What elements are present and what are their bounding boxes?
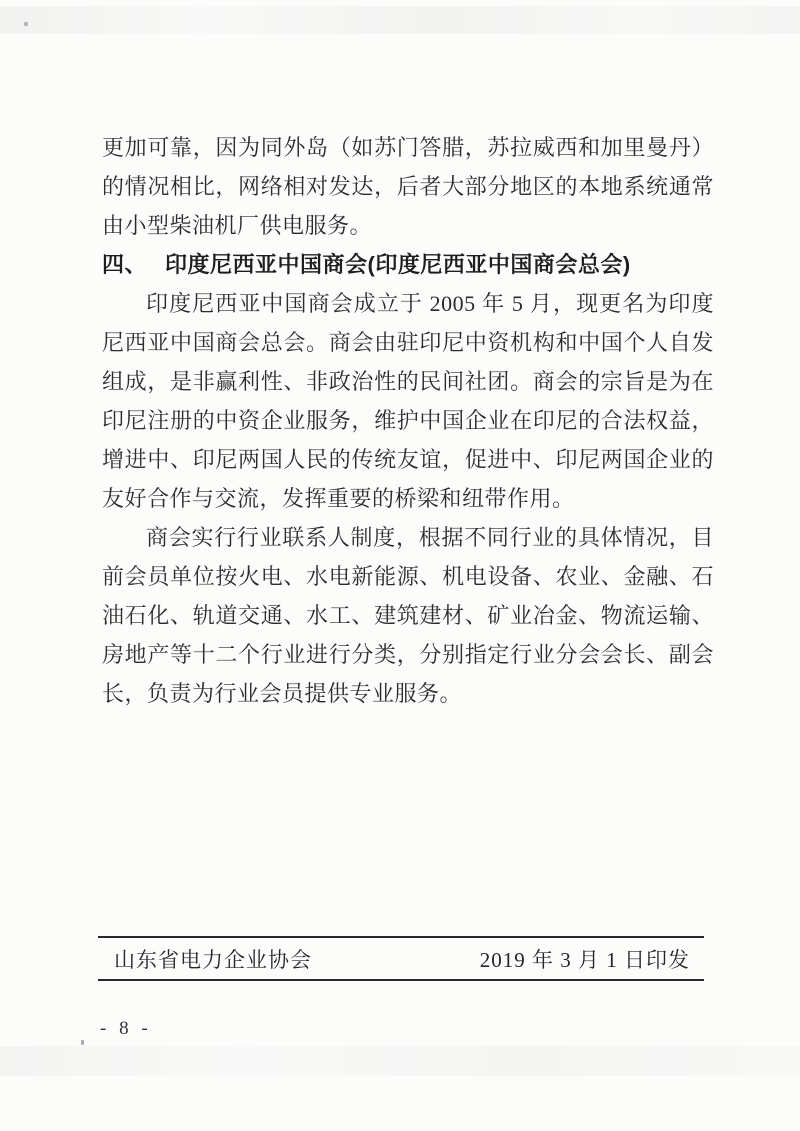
section-number: 四、: [102, 252, 148, 277]
scan-speck: [81, 1040, 84, 1045]
page-number: - 8 -: [100, 1018, 152, 1039]
scan-artifact-bottom: [0, 1046, 800, 1076]
colophon: [98, 936, 704, 981]
paragraph-continued: 更加可靠，因为同外岛（如苏门答腊，苏拉威西和加里曼丹）的情况相比，网络相对发达，后者大部分地区的本地系统通常由小型柴油机厂供电服务。: [102, 135, 714, 238]
issue-date: 2019 年 3 月 1 日印发: [479, 948, 690, 972]
paragraph: 商会实行行业联系人制度，根据不同行业的具体情况，目前会员单位按火电、水电新能源、机电设备、农业、金融、石油石化、轨道交通、水工、建筑建材、矿业冶金、物流运输、房地产等十二个行业进行分类，分别指定行业分会会长、副会长，负责为行业会员提供专业服务。: [102, 525, 714, 706]
scan-artifact-top: [0, 6, 800, 34]
scan-speck: [24, 22, 28, 26]
section-heading: [102, 245, 714, 284]
issuing-organization: 山东省电力企业协会: [114, 948, 312, 972]
paragraph: 印度尼西亚中国商会成立于 2005 年 5 月，现更名为印度尼西亚中国商会总会。商会由驻印尼中资机构和中国个人自发组成，是非赢利性、非政治性的民间社团。商会的宗旨是为在印尼注册的中资企业服务，维护中国企业在印尼的合法权益，增进中、印尼两国人民的传统友谊，促进中、印尼两国企业的友好合作与交流，发挥重要的桥梁和纽带作用。: [102, 291, 714, 511]
section-title: 印度尼西亚中国商会(印度尼西亚中国商会总会): [165, 252, 631, 277]
document-content: [102, 128, 714, 713]
